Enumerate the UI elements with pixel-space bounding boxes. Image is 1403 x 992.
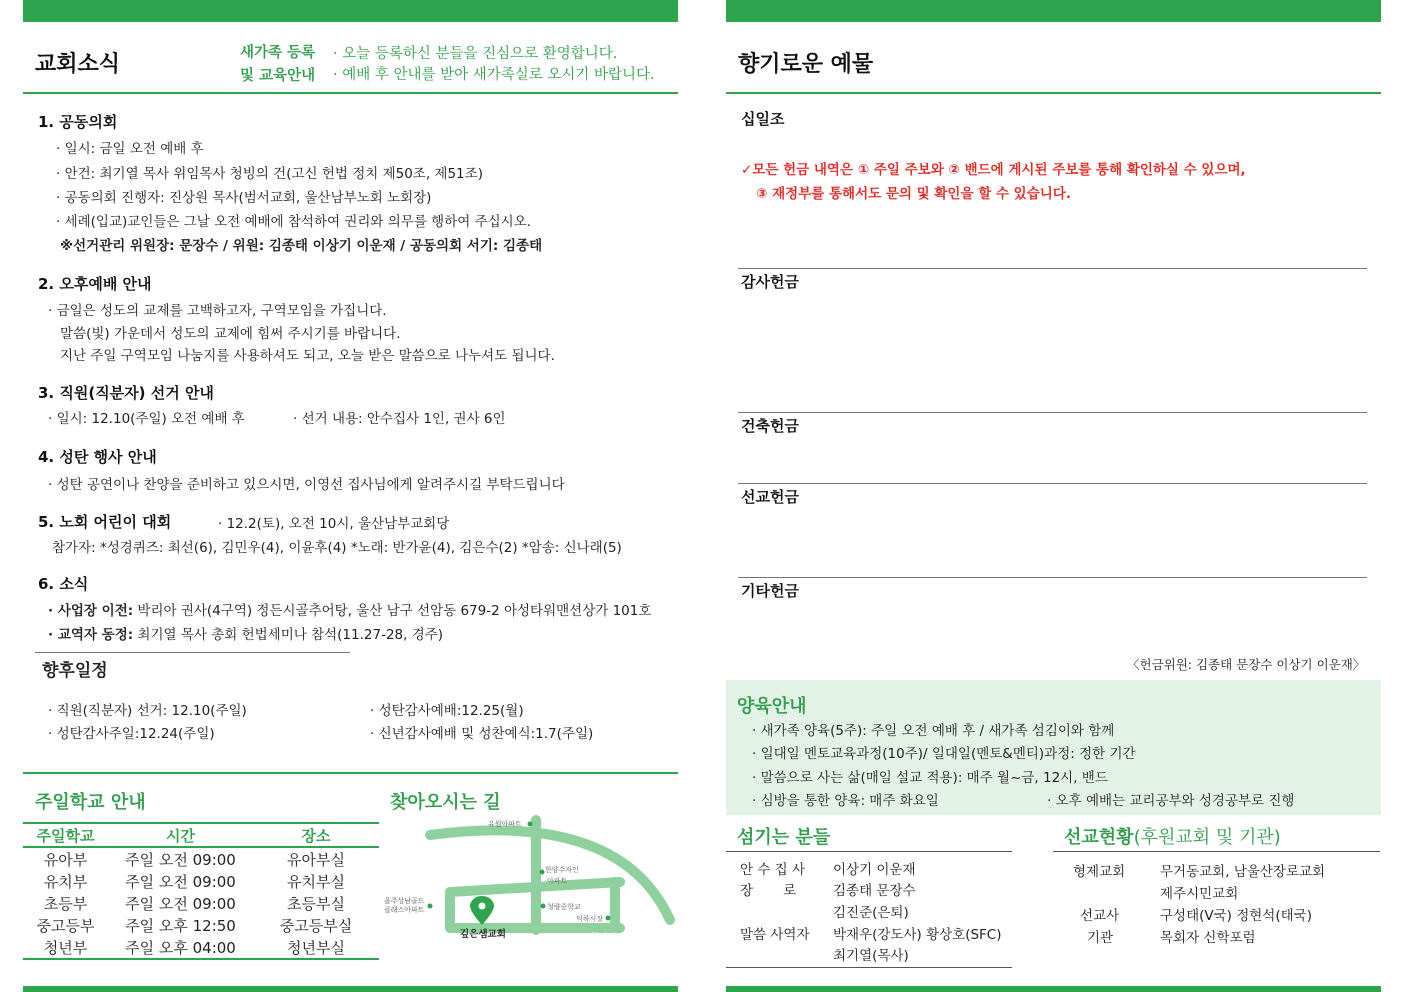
offering-mission: 선교헌금: [741, 488, 799, 506]
section-3-line-b: · 선거 내용: 안수집사 1인, 권사 6인: [293, 411, 506, 427]
servers-value-3: 김진준(은퇴): [833, 905, 909, 921]
section-6-item-1-text: 박리아 권사(4구역) 정든시골추어탕, 울산 남구 선암동 679-2 아성타워맨션상가 101호: [133, 603, 652, 619]
upcoming-item-3: · 성탄감사주일:12.24(주일): [48, 726, 215, 742]
dept-cell: 유아부: [43, 850, 88, 869]
place-cell: 유아부실: [287, 850, 345, 869]
directions-title: 찾아오시는 길: [390, 792, 501, 813]
table-row: [23, 936, 379, 959]
header-place: 장소: [253, 823, 379, 847]
nurture-extra: · 오후 예배는 교리공부와 성경공부로 진행: [1047, 793, 1295, 809]
header-dept: 주일학교: [23, 823, 108, 847]
church-news-title: 교회소식: [35, 52, 121, 77]
section-3-line-a: · 일시: 12.10(주일) 오전 예배 후: [48, 411, 245, 427]
servers-value-5: 최기열(목사): [833, 948, 909, 964]
map-label-hanyang-1: 한양수자인: [545, 866, 579, 874]
left-lower-rule: [23, 772, 678, 774]
servers-label-4: 말씀 사역자: [740, 927, 810, 943]
section-4-heading: 4. 성탄 행사 안내: [38, 448, 157, 466]
time-cell: 주일 오전 09:00: [125, 894, 236, 913]
servers-label-1: 안 수 집 사: [740, 862, 806, 878]
offering-rule-4: [738, 577, 1367, 578]
map-pin-icon: [470, 896, 494, 925]
offering-tithe: 십일조: [741, 110, 785, 128]
sunday-school-title: 주일학교 안내: [35, 792, 146, 813]
servers-title: 섬기는 분들: [737, 827, 831, 848]
map-road-label-2: 청덕삼거리: [590, 933, 634, 943]
missions-value-1: 무거동교회, 남울산장로교회: [1160, 864, 1326, 880]
time-cell: 주일 오전 09:00: [125, 850, 236, 869]
offering-rule-2: [738, 412, 1367, 413]
missions-value-4: 목회자 신학포럼: [1160, 930, 1256, 946]
section-1-line-1: · 일시: 금일 오전 예배 후: [56, 141, 204, 157]
missions-value-3: 구성태(V국) 정현석(태국): [1160, 908, 1312, 924]
nurture-line-4: · 심방을 통한 양육: 매주 화요일: [752, 793, 939, 809]
newcomer-label-1: 새가족 등록: [240, 45, 316, 61]
section-2-line-3: 지난 주일 구역모임 나눔지를 사용하셔도 되고, 오늘 받은 말씀으로 나누셔도 됩니다.: [60, 348, 555, 364]
map-road-mid: [450, 882, 620, 892]
missions-value-2: 제주시민교회: [1160, 886, 1239, 902]
offering-rule-1: [738, 268, 1367, 269]
newcomer-label-2: 및 교육안내: [240, 68, 316, 84]
sunday-school-header-row: [23, 823, 379, 847]
place-cell: 유치부실: [287, 872, 345, 891]
servers-rule-top: [726, 851, 1012, 852]
map-label-ulju-1: 울주상남골드: [384, 897, 425, 905]
servers-value-4: 박재우(강도사) 황상호(SFC): [833, 927, 1002, 943]
dept-cell: 청년부: [43, 938, 88, 957]
section-5-heading: 5. 노회 어린이 대회: [38, 513, 172, 531]
section-1-line-4: · 세례(입교)교인들은 그날 오전 예배에 참석하여 권리와 의무를 행하여 주십시오.: [56, 214, 532, 230]
offering-notice-1: ✓모든 헌금 내역은 ① 주일 주보와 ② 밴드에 게시된 주보를 통해 확인하실 수 있으며,: [741, 162, 1246, 178]
section-1-line-2: · 안건: 최기열 목사 위임목사 청빙의 건(고신 헌법 정치 제50조, 제51조): [56, 166, 483, 182]
sunday-school-table: [23, 822, 379, 960]
offering-building: 건축헌금: [741, 417, 799, 435]
missions-label-4: 기관: [1087, 930, 1114, 946]
table-row: [23, 914, 379, 936]
table-row: [23, 870, 379, 892]
servers-label-2: 장 로: [740, 883, 797, 899]
directions-map: [380, 810, 680, 960]
dept-cell: 초등부: [43, 894, 88, 913]
section-3-heading: 3. 직원(직분자) 선거 안내: [38, 384, 214, 402]
map-label-ulju-2: 클래스아파트: [384, 906, 425, 914]
top-bar-right: [726, 0, 1381, 22]
section-1-heading: 1. 공동의회: [38, 113, 118, 131]
table-row: [23, 892, 379, 914]
section-5-heading-tail: · 12.2(토), 오전 10시, 울산남부교회당: [218, 516, 450, 532]
map-label-cheongryang: 청량중학교: [547, 903, 581, 911]
map-label-deokha: 덕하시장: [576, 915, 604, 923]
bottom-bar-right: [726, 986, 1381, 992]
offering-other: 기타헌금: [741, 582, 799, 600]
map-label-yuwon: 유원아파트: [488, 820, 522, 828]
bottom-bar-left: [23, 986, 678, 992]
upcoming-rule: [35, 652, 350, 653]
top-bar-left: [23, 0, 678, 22]
offering-thanks: 감사헌금: [741, 273, 799, 291]
servers-rule-bottom: [726, 967, 1012, 968]
section-6-heading: 6. 소식: [38, 575, 89, 593]
servers-value-2: 김종태 문장수: [833, 883, 916, 899]
section-1-line-3: · 공동의회 진행자: 진상원 목사(범서교회, 울산남부노회 노회장): [56, 190, 432, 206]
section-5-line-1: 참가자: *성경퀴즈: 최선(6), 김민우(4), 이윤후(4) *노래: 반가윤(4), 김은수(2) *암송: 신나래(5): [52, 540, 622, 556]
missions-title: 선교현황: [1064, 827, 1134, 848]
section-6-item-2-label: · 교역자 동정:: [48, 627, 134, 643]
section-2-heading: 2. 오후예배 안내: [38, 275, 152, 293]
newcomer-line-1: · 오늘 등록하신 분들을 진심으로 환영합니다.: [333, 46, 618, 62]
map-label-hanyang-2: 아파트: [547, 877, 568, 885]
dept-cell: 유치부: [43, 872, 88, 891]
dept-cell: 중고등부: [36, 916, 95, 935]
section-1-note: ※선거관리 위원장: 문장수 / 위원: 김종태 이상기 이운재 / 공동의회 서기: 김종태: [60, 238, 543, 254]
table-row: [23, 847, 379, 870]
place-cell: 초등부실: [287, 894, 345, 913]
section-6-item-2-text: 최기열 목사 총회 헌법세미나 참석(11.27-28, 경주): [133, 627, 444, 643]
section-6-item-1: [48, 599, 651, 619]
missions-title-wrap: [1064, 823, 1281, 849]
upcoming-item-4: · 신년감사예배 및 성찬예식:1.7(주일): [370, 726, 594, 742]
missions-title-sub: (후원교회 및 기관): [1133, 827, 1281, 848]
nurture-line-1: · 새가족 양육(5주): 주일 오전 예배 후 / 새가족 섬김이와 함께: [752, 723, 1115, 739]
time-cell: 주일 오전 09:00: [125, 872, 236, 891]
left-title-rule: [23, 92, 678, 94]
header-time: 시간: [108, 823, 253, 847]
missions-rule-top: [1053, 851, 1380, 852]
place-cell: 청년부실: [287, 938, 345, 957]
offering-notice-2: ③ 재정부를 통해서도 문의 및 확인을 할 수 있습니다.: [756, 186, 1071, 202]
section-6-item-1-label: · 사업장 이전:: [48, 603, 134, 619]
upcoming-item-1: · 직원(직분자) 선거: 12.10(주일): [48, 703, 247, 719]
nurture-line-3: · 말씀으로 사는 삶(매일 설교 적용): 매주 월~금, 12시, 밴드: [752, 770, 1108, 786]
missions-label-3: 선교사: [1080, 908, 1120, 924]
upcoming-title: 향후일정: [42, 661, 108, 681]
time-cell: 주일 오후 12:50: [125, 916, 236, 935]
place-cell: 중고등부실: [279, 916, 353, 935]
nurture-line-2: · 일대일 멘토교육과정(10주)/ 일대일(멘토&멘티)과정: 정한 기간: [752, 746, 1136, 762]
offering-committee: 〈헌금위원: 김종태 문장수 이상기 이운재〉: [1127, 657, 1366, 672]
section-6-item-2: [48, 623, 443, 643]
nurture-title: 양육안내: [737, 696, 807, 717]
upcoming-item-2: · 성탄감사예배:12.25(월): [370, 703, 524, 719]
right-title-rule: [726, 92, 1381, 94]
section-2-line-2: 말씀(빛) 가운데서 성도의 교제에 힘써 주시기를 바랍니다.: [60, 326, 401, 342]
newcomer-line-2: · 예배 후 안내를 받아 새가족실로 오시기 바랍니다.: [333, 67, 655, 83]
section-2-line-1: · 금일은 성도의 교제를 고백하고자, 구역모임을 가집니다.: [48, 303, 387, 319]
offering-rule-3: [738, 483, 1367, 484]
offering-title: 향기로운 예물: [738, 52, 874, 77]
time-cell: 주일 오후 04:00: [125, 938, 236, 957]
servers-value-1: 이상기 이운재: [833, 862, 916, 878]
map-label-church: 깊은샘교회: [460, 929, 506, 940]
section-4-line-1: · 성탄 공연이나 찬양을 준비하고 있으시면, 이영선 집사님에게 알려주시길 부탁드립니다: [48, 477, 565, 493]
map-road-label-1: 송전교차로: [518, 937, 562, 947]
missions-label-1: 형제교회: [1073, 864, 1126, 880]
